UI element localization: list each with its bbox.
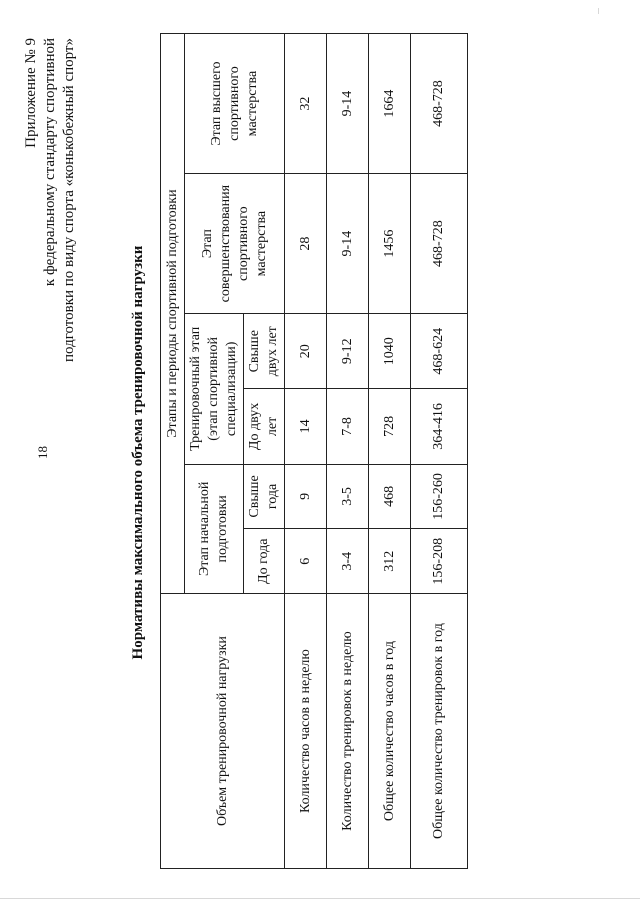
table-cell: 32: [285, 34, 327, 174]
row-label: Количество тренировок в неделю: [327, 594, 369, 869]
stage-training-header: Тренировочный этап (этап спортивной специализации): [185, 314, 244, 464]
table-cell: 7-8: [327, 389, 369, 464]
table-row: [369, 34, 411, 869]
table-cell: 468-728: [411, 34, 468, 174]
table-cell: 6: [285, 529, 327, 594]
table-cell: 20: [285, 314, 327, 389]
row-label: Общее количество часов в год: [369, 594, 411, 869]
training-load-table: [160, 33, 468, 869]
param-header: Объем тренировочной нагрузки: [161, 594, 285, 869]
appendix-line-3: подготовки по виду спорта «конькобежный спорт»: [61, 38, 77, 363]
sub-header: До двух лет: [244, 389, 285, 464]
appendix-line-1: Приложение № 9: [23, 38, 39, 148]
document-title: Нормативы максимального объема тренировочной нагрузки: [130, 245, 146, 660]
table-cell: 28: [285, 174, 327, 314]
stage-higher-header: Этап высшего спортивного мастерства: [185, 34, 285, 174]
table-cell: 468: [369, 464, 411, 529]
table-cell: 156-260: [411, 464, 468, 529]
table-cell: 9-14: [327, 34, 369, 174]
table-row: [327, 34, 369, 869]
table-cell: 1456: [369, 174, 411, 314]
stages-header: Этапы и периоды спортивной подготовки: [161, 34, 185, 594]
table-cell: 156-208: [411, 529, 468, 594]
appendix-line-2: к федеральному стандарту спортивной: [42, 38, 58, 287]
appendix-block: [22, 38, 79, 362]
table-cell: 9: [285, 464, 327, 529]
table-cell: 1040: [369, 314, 411, 389]
sub-header: До года: [244, 529, 285, 594]
table-row: [285, 34, 327, 869]
table-cell: 9-12: [327, 314, 369, 389]
table-cell: 9-14: [327, 174, 369, 314]
table-cell: 468-624: [411, 314, 468, 389]
sub-header: Свыше года: [244, 464, 285, 529]
table-cell: 468-728: [411, 174, 468, 314]
table-cell: 3-5: [327, 464, 369, 529]
row-label: Общее количество тренировок в год: [411, 594, 468, 869]
table-cell: 728: [369, 389, 411, 464]
sub-header: Свыше двух лет: [244, 314, 285, 389]
table-cell: 312: [369, 529, 411, 594]
row-label: Количество часов в неделю: [285, 594, 327, 869]
page-number: 18: [35, 446, 50, 459]
table-header-row: [161, 34, 185, 869]
table-cell: 14: [285, 389, 327, 464]
table-cell: 364-416: [411, 389, 468, 464]
table-cell: 3-4: [327, 529, 369, 594]
table-row: [411, 34, 468, 869]
table-cell: 1664: [369, 34, 411, 174]
stage-improvement-header: Этап совершенствования спортивного мастерства: [185, 174, 285, 314]
stage-initial-header: Этап начальной подготовки: [185, 464, 244, 594]
